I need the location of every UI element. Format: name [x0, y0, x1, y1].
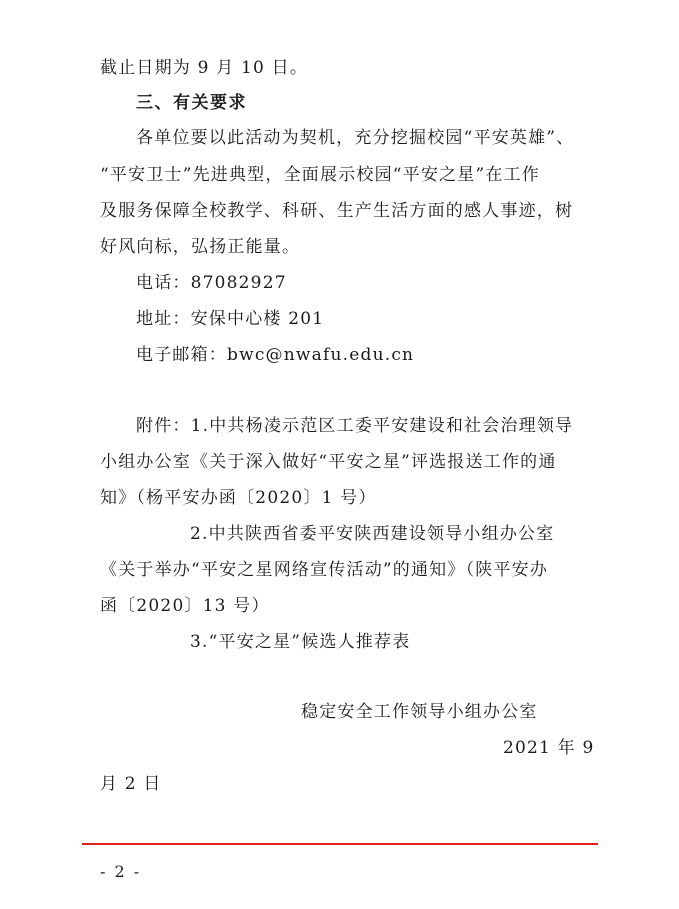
attachment-3-line: 3.“平安之星”候选人推荐表: [190, 632, 411, 652]
signature-organization: 稳定安全工作领导小组办公室: [301, 702, 538, 722]
section-heading: 三、有关要求: [136, 93, 247, 113]
signature-date-continued: 月 2 日: [100, 774, 162, 794]
attachment-1-line: 附件：1.中共杨凌示范区工委平安建设和社会治理领导: [136, 416, 574, 436]
email-line: 电子邮箱：bwc@nwafu.edu.cn: [136, 345, 415, 365]
address-line: 地址：安保中心楼 201: [136, 309, 325, 329]
attachment-2-line: 《关于举办“平安之星网络宣传活动”的通知》（陕平安办: [100, 560, 549, 580]
attachment-2-line: 2.中共陕西省委平安陕西建设领导小组办公室: [190, 524, 555, 544]
paragraph-line: 及服务保障全校教学、科研、生产生活方面的感人事迹，树: [100, 201, 574, 221]
attachment-1-line: 小组办公室《关于深入做好“平安之星”评选报送工作的通: [100, 452, 557, 472]
paragraph-line: 好风向标，弘扬正能量。: [100, 237, 301, 257]
signature-date: 2021 年 9: [503, 738, 595, 758]
attachment-1-line: 知》（杨平安办函〔2020〕1 号）: [100, 488, 377, 508]
footer-rule: [82, 843, 598, 845]
phone-line: 电话：87082927: [136, 273, 287, 293]
page-number: - 2 -: [100, 862, 142, 881]
attachment-2-line: 函〔2020〕13 号）: [100, 596, 270, 616]
deadline-line: 截止日期为 9 月 10 日。: [100, 58, 309, 78]
paragraph-line: “平安卫士”先进典型，全面展示校园“平安之星”在工作: [100, 165, 540, 185]
paragraph-line: 各单位要以此活动为契机，充分挖掘校园“平安英雄”、: [136, 128, 575, 148]
